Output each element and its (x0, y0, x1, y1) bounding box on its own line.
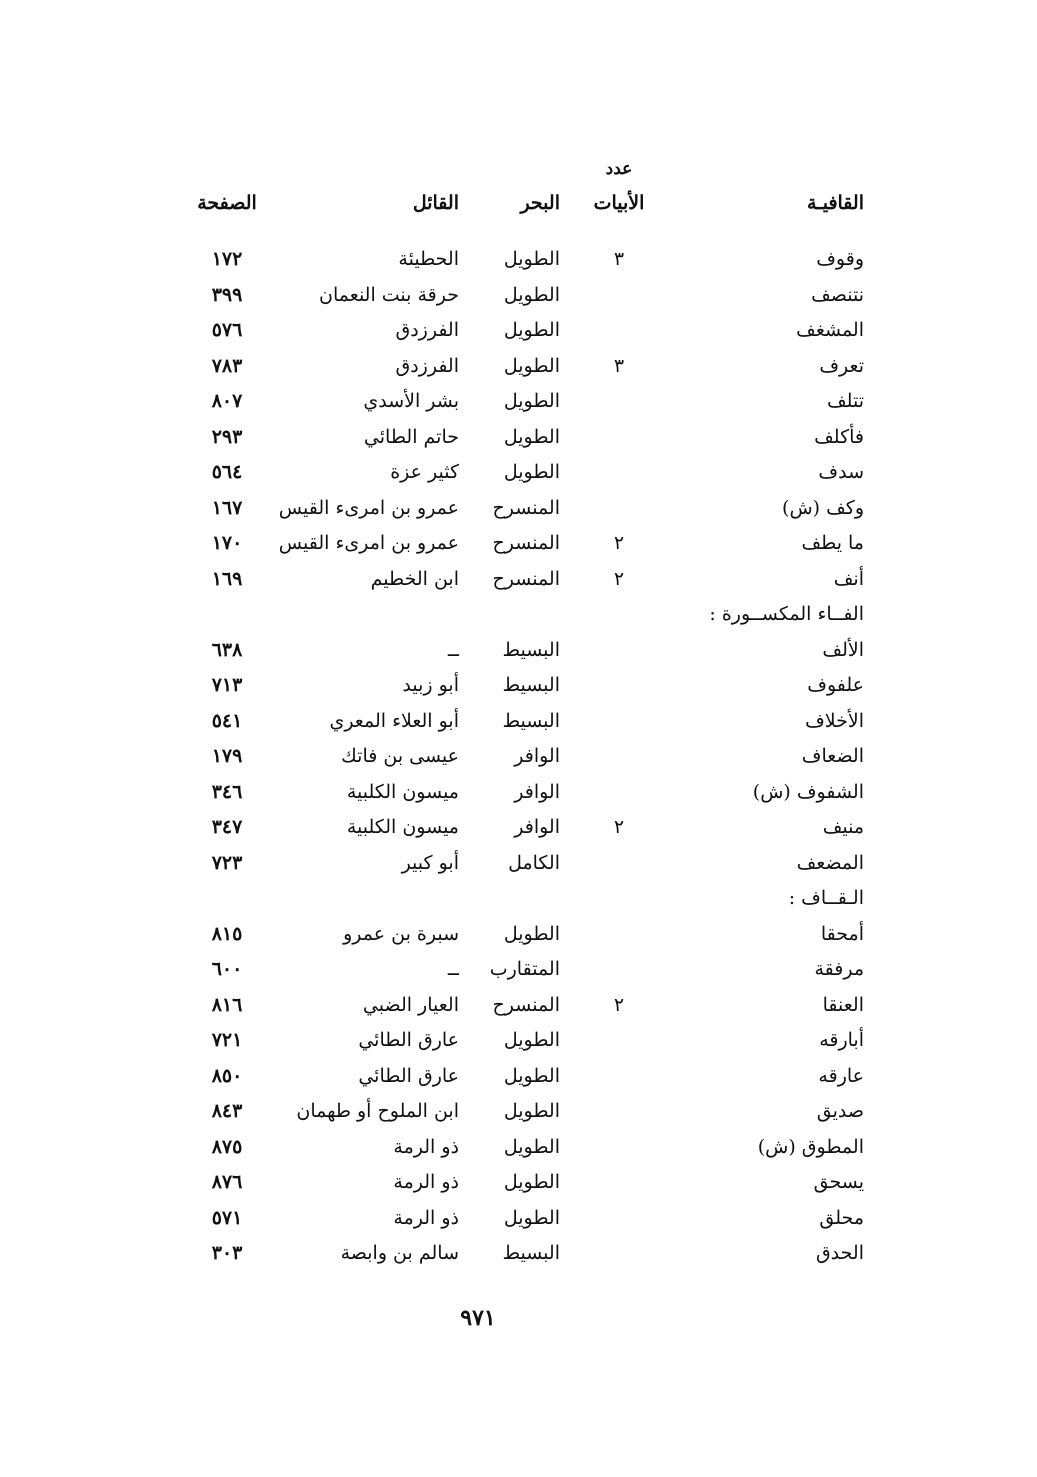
page-cell: ٧٢١ (211, 1029, 243, 1051)
table-row (0, 315, 1037, 345)
header-page: الصفحة (197, 192, 257, 214)
page-cell: ١٦٩ (211, 568, 243, 590)
header-count-top: عدد (605, 159, 633, 179)
rhyme-cell: المضعف (796, 852, 864, 874)
poet-cell: ــ (447, 958, 459, 980)
table-row (0, 741, 1037, 771)
table-row (0, 635, 1037, 665)
rhyme-cell: الحدق (815, 1242, 864, 1264)
poet-cell: سالم بن وابصة (340, 1242, 459, 1264)
rhyme-cell: مرفقة (814, 958, 864, 980)
rhyme-cell: أبارقه (819, 1029, 864, 1051)
meter-cell: الطويل (503, 319, 560, 341)
rhyme-cell: أمحقا (820, 923, 864, 945)
verse-count-cell (590, 1025, 648, 1055)
verse-count-cell (590, 706, 648, 736)
rhyme-cell: تتلف (827, 390, 864, 412)
poet-cell: ميسون الكلبية (346, 781, 459, 803)
rhyme-cell: صديق (816, 1100, 864, 1122)
verse-count-cell (590, 493, 648, 523)
verse-count-cell (590, 280, 648, 310)
table-row (0, 706, 1037, 736)
table-row (0, 1061, 1037, 1091)
poet-cell: عارق الطائي (358, 1065, 459, 1087)
poet-cell: الفرزدق (395, 355, 459, 377)
meter-cell: الوافر (514, 816, 560, 838)
verse-count-cell (590, 1167, 648, 1197)
poet-cell: سبرة بن عمرو (343, 923, 459, 945)
verse-count-cell (590, 386, 648, 416)
table-row (0, 457, 1037, 487)
verse-count-cell (590, 457, 648, 487)
meter-cell: الطويل (503, 1207, 560, 1229)
table-row (0, 1167, 1037, 1197)
rhyme-cell: يسحق (813, 1171, 864, 1193)
page-cell: ٥٦٤ (211, 461, 243, 483)
meter-cell: الطويل (503, 923, 560, 945)
poet-cell: أبو كبير (401, 852, 459, 874)
meter-cell: الطويل (503, 1029, 560, 1051)
rhyme-cell: محلق (819, 1207, 864, 1229)
meter-cell: الطويل (503, 390, 560, 412)
rhyme-cell: أنف (833, 568, 864, 590)
meter-cell: البسيط (502, 1242, 560, 1264)
poet-cell: عمرو بن امرىء القيس (278, 532, 459, 554)
table-row (0, 528, 1037, 558)
table-row (0, 386, 1037, 416)
meter-cell: الطويل (503, 1100, 560, 1122)
rhyme-cell: عارقه (818, 1065, 864, 1087)
verse-count-cell (590, 670, 648, 700)
verse-count-cell (590, 422, 648, 452)
verse-count-cell (590, 741, 648, 771)
page-cell: ٨١٥ (211, 923, 243, 945)
poet-cell: أبو زبيد (402, 674, 459, 696)
table-row (0, 244, 1037, 274)
rhyme-cell: وكف (ش) (782, 497, 864, 519)
poet-cell: ذو الرمة (393, 1171, 459, 1193)
meter-cell: المنسرح (492, 497, 560, 519)
table-header (0, 188, 1037, 218)
rhyme-cell: تعرف (819, 355, 864, 377)
rhyme-cell: الشفوف (ش) (752, 781, 864, 803)
table-row (0, 919, 1037, 949)
table-row (0, 848, 1037, 878)
table-row (0, 351, 1037, 381)
meter-cell: البسيط (502, 639, 560, 661)
page-number: ٩٧١ (460, 1305, 496, 1331)
verse-count-cell (590, 315, 648, 345)
page-cell: ٧١٣ (211, 674, 243, 696)
meter-cell: الطويل (503, 1171, 560, 1193)
poet-cell: حرقة بنت النعمان (319, 284, 459, 306)
page-cell: ٣٤٧ (211, 816, 243, 838)
meter-cell: المنسرح (492, 994, 560, 1016)
rhyme-cell: الضعاف (801, 745, 864, 767)
section-title: الفــاء المكســورة : (709, 603, 864, 625)
page-cell: ٧٨٣ (211, 355, 243, 377)
page-cell: ٢٩٣ (211, 426, 243, 448)
page-cell: ٨٥٠ (211, 1065, 243, 1087)
meter-cell: الطويل (503, 426, 560, 448)
table-row (0, 990, 1037, 1020)
rhyme-cell: سدف (818, 461, 864, 483)
meter-cell: الطويل (503, 1065, 560, 1087)
poet-cell: ابن الخطيم (370, 568, 459, 590)
header-count: الأبيات (593, 192, 645, 214)
meter-cell: الطويل (503, 248, 560, 270)
poet-cell: ابن الملوح أو طهمان (296, 1100, 459, 1122)
verse-count-cell (590, 1203, 648, 1233)
page-cell: ٨٧٦ (211, 1171, 243, 1193)
poet-cell: ــ (447, 639, 459, 661)
poet-cell: حاتم الطائي (363, 426, 459, 448)
page-cell: ٣٤٦ (211, 781, 243, 803)
meter-cell: الكامل (508, 852, 560, 874)
table-row (0, 1203, 1037, 1233)
verse-count-cell: ٢ (613, 994, 625, 1016)
verse-count-cell: ٢ (613, 532, 625, 554)
poet-cell: عمرو بن امرىء القيس (278, 497, 459, 519)
verse-count-cell: ٣ (613, 355, 625, 377)
verse-count-cell: ٢ (613, 816, 625, 838)
meter-cell: البسيط (502, 674, 560, 696)
poet-cell: ميسون الكلبية (346, 816, 459, 838)
rhyme-cell: الألف (822, 639, 864, 661)
poet-cell: بشر الأسدي (363, 390, 459, 412)
table-row (0, 1096, 1037, 1126)
table-row (0, 564, 1037, 594)
page-cell: ٥٧١ (211, 1207, 243, 1229)
page-cell: ٧٢٣ (211, 852, 243, 874)
verse-count-cell: ٣ (613, 248, 625, 270)
rhyme-cell: نتنصف (811, 284, 864, 306)
page-cell: ٣٩٩ (211, 284, 243, 306)
table-row (0, 777, 1037, 807)
verse-count-cell (590, 1132, 648, 1162)
poet-cell: ذو الرمة (393, 1136, 459, 1158)
page-cell: ١٧٢ (211, 248, 243, 270)
meter-cell: الطويل (503, 1136, 560, 1158)
meter-cell: البسيط (502, 710, 560, 732)
poet-cell: العيار الضبي (362, 994, 459, 1016)
verse-count-cell (590, 919, 648, 949)
section-title: الـقــاف : (788, 887, 864, 909)
rhyme-cell: فأكلف (814, 426, 864, 448)
table-row (0, 954, 1037, 984)
page-cell: ١٧٩ (211, 745, 243, 767)
verse-count-cell (590, 1096, 648, 1126)
page-cell: ٦٠٠ (211, 958, 243, 980)
poet-cell: الفرزدق (395, 319, 459, 341)
page-cell: ٣٠٣ (211, 1242, 243, 1264)
table-row (0, 280, 1037, 310)
page-cell: ٨٧٥ (211, 1136, 243, 1158)
poet-cell: كثير عزة (390, 461, 459, 483)
page-cell: ٦٣٨ (211, 639, 243, 661)
verse-count-cell (590, 635, 648, 665)
poet-cell: الحطيئة (398, 248, 459, 270)
page-cell: ٨٠٧ (211, 390, 243, 412)
table-row (0, 1238, 1037, 1268)
verse-count-cell (590, 848, 648, 878)
rhyme-cell: المطوق (ش) (757, 1136, 864, 1158)
section-heading (0, 883, 1037, 913)
header-poet: القائل (412, 192, 459, 214)
verse-count-cell (590, 777, 648, 807)
poet-cell: عارق الطائي (358, 1029, 459, 1051)
poet-cell: أبو العلاء المعري (329, 710, 459, 732)
header-meter: البحر (520, 192, 560, 214)
table-row (0, 812, 1037, 842)
rhyme-cell: العنقا (822, 994, 864, 1016)
rhyme-cell: ما يطف (801, 532, 864, 554)
table-row (0, 1132, 1037, 1162)
meter-cell: المتقارب (489, 958, 560, 980)
rhyme-cell: علفوف (807, 674, 864, 696)
table-row (0, 670, 1037, 700)
verse-count-cell (590, 1061, 648, 1091)
poet-cell: عيسى بن فاتك (341, 745, 459, 767)
meter-cell: المنسرح (492, 532, 560, 554)
header-rhyme: القافيـة (806, 192, 864, 214)
page-cell: ١٦٧ (211, 497, 243, 519)
section-heading (0, 599, 1037, 629)
meter-cell: الوافر (514, 781, 560, 803)
meter-cell: الطويل (503, 461, 560, 483)
rhyme-cell: منيف (822, 816, 864, 838)
page-cell: ٥٤١ (211, 710, 243, 732)
poet-cell: ذو الرمة (393, 1207, 459, 1229)
table-row (0, 493, 1037, 523)
table-row (0, 1025, 1037, 1055)
meter-cell: الطويل (503, 355, 560, 377)
meter-cell: الوافر (514, 745, 560, 767)
page-cell: ١٧٠ (211, 532, 243, 554)
meter-cell: المنسرح (492, 568, 560, 590)
page-cell: ٨١٦ (211, 994, 243, 1016)
meter-cell: الطويل (503, 284, 560, 306)
page-cell: ٨٤٣ (211, 1100, 243, 1122)
rhyme-cell: المشغف (796, 319, 864, 341)
table-row (0, 422, 1037, 452)
page-cell: ٥٧٦ (211, 319, 243, 341)
verse-count-cell: ٢ (613, 568, 625, 590)
verse-count-cell (590, 954, 648, 984)
verse-count-cell (590, 1238, 648, 1268)
rhyme-cell: الأخلاف (805, 710, 864, 732)
rhyme-cell: وقوف (816, 248, 864, 270)
